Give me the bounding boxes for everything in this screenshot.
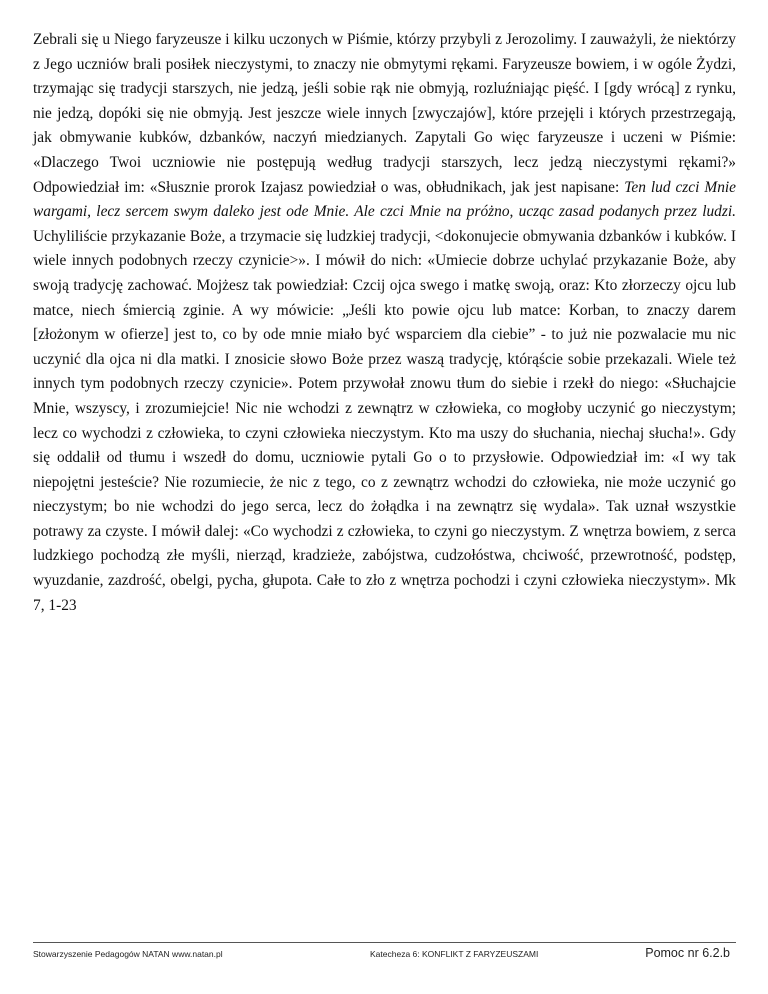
footer-organization: Stowarzyszenie Pedagogów NATAN www.natan.pl (33, 949, 223, 959)
scripture-passage (33, 28, 736, 618)
footer-divider (33, 942, 736, 943)
footer-handout-number: Pomoc nr 6.2.b (645, 946, 730, 960)
isaiah-quote: Ten lud czci Mnie wargami, lecz sercem swym daleko jest ode Mnie. Ale czci Mnie na próżno, ucząc zasad podanych przez ludzi. (33, 178, 736, 221)
page-footer (33, 946, 736, 966)
passage-text-part-2: Uchyliliście przykazanie Boże, a trzymacie się ludzkiej tradycji, <dokonujecie obmywania dzbanków i kubków. I wiele innych podobnych rzeczy czynicie>». I mówił do nich: «Umiecie dobrze uchylać przykazanie Boże, aby swoją tradycję zachować. Mojżesz tak powiedział: Czcij ojca swego i matkę swoją, oraz: Kto złorzeczy ojcu lub matce, niech śmiercią zginie. A wy mówicie: „Jeśli kto powie ojcu lub matce: Korban, to znaczy darem [złożonym w ofierze] jest to, co by ode mnie miało być wsparciem dla ciebie” - to już nie pozwalacie mu nic uczynić dla ojca ni dla matki. I znosicie słowo Boże przez waszą tradycję, którąście sobie przekazali. Wiele też innych tym podobnych rzeczy czynicie». Potem przywołał znowu tłum do siebie i rzekł do niego: «Słuchajcie Mnie, wszyscy, i zrozumiejcie! Nic nie wchodzi z zewnątrz w człowieka, co mogłoby uczynić go nieczystym; lecz co wychodzi z człowieka, to czyni człowieka nieczystym. Kto ma uszy do słuchania, niechaj słucha!». Gdy się oddalił od tłumu i wszedł do domu, uczniowie pytali Go o to przysłowie. Odpowiedział im: «I wy tak niepojętni jesteście? Nie rozumiecie, że nic z tego, co z zewnątrz wchodzi do człowieka, nie może uczynić go nieczystym; bo nie wchodzi do jego serca, lecz do żołądka i na zewnątrz się wydala». Tak uznał wszystkie potrawy za czyste. I mówił dalej: «Co wychodzi z człowieka, to czyni go nieczystym. Z wnętrza bowiem, z serca ludzkiego pochodzą złe myśli, nierząd, kradzieże, zabójstwa, cudzołóstwa, chciwość, przewrotność, podstęp, wyuzdanie, zazdrość, obelgi, pycha, głupota. Całe to zło z wnętrza pochodzi i czyni człowieka nieczystym». Mk 7, 1-23 (33, 227, 736, 614)
passage-text-part-1: Zebrali się u Niego faryzeusze i kilku uczonych w Piśmie, którzy przybyli z Jerozolimy. I zauważyli, że niektórzy z Jego uczniów brali posiłek nieczystymi, to znaczy nie obmytymi rękami. Faryzeusze bowiem, i w ogóle Żydzi, trzymając się tradycji starszych, nie jedzą, jeśli sobie rąk nie obmyją, rozluźniając pięść. I [gdy wrócą] z rynku, nie jedzą, dopóki się nie obmyją. Jest jeszcze wiele innych [zwyczajów], które przejęli i których przestrzegają, jak obmywanie kubków, dzbanków, naczyń miedzianych. Zapytali Go więc faryzeusze i uczeni w Piśmie: «Dlaczego Twoi uczniowie nie postępują według tradycji starszych, lecz jedzą nieczystymi rękami?» Odpowiedział im: «Słusznie prorok Izajasz powiedział o was, obłudnikach, jak jest napisane: (33, 31, 736, 196)
footer-lesson-title: Katecheza 6: KONFLIKT Z FARYZEUSZAMI (370, 949, 539, 959)
